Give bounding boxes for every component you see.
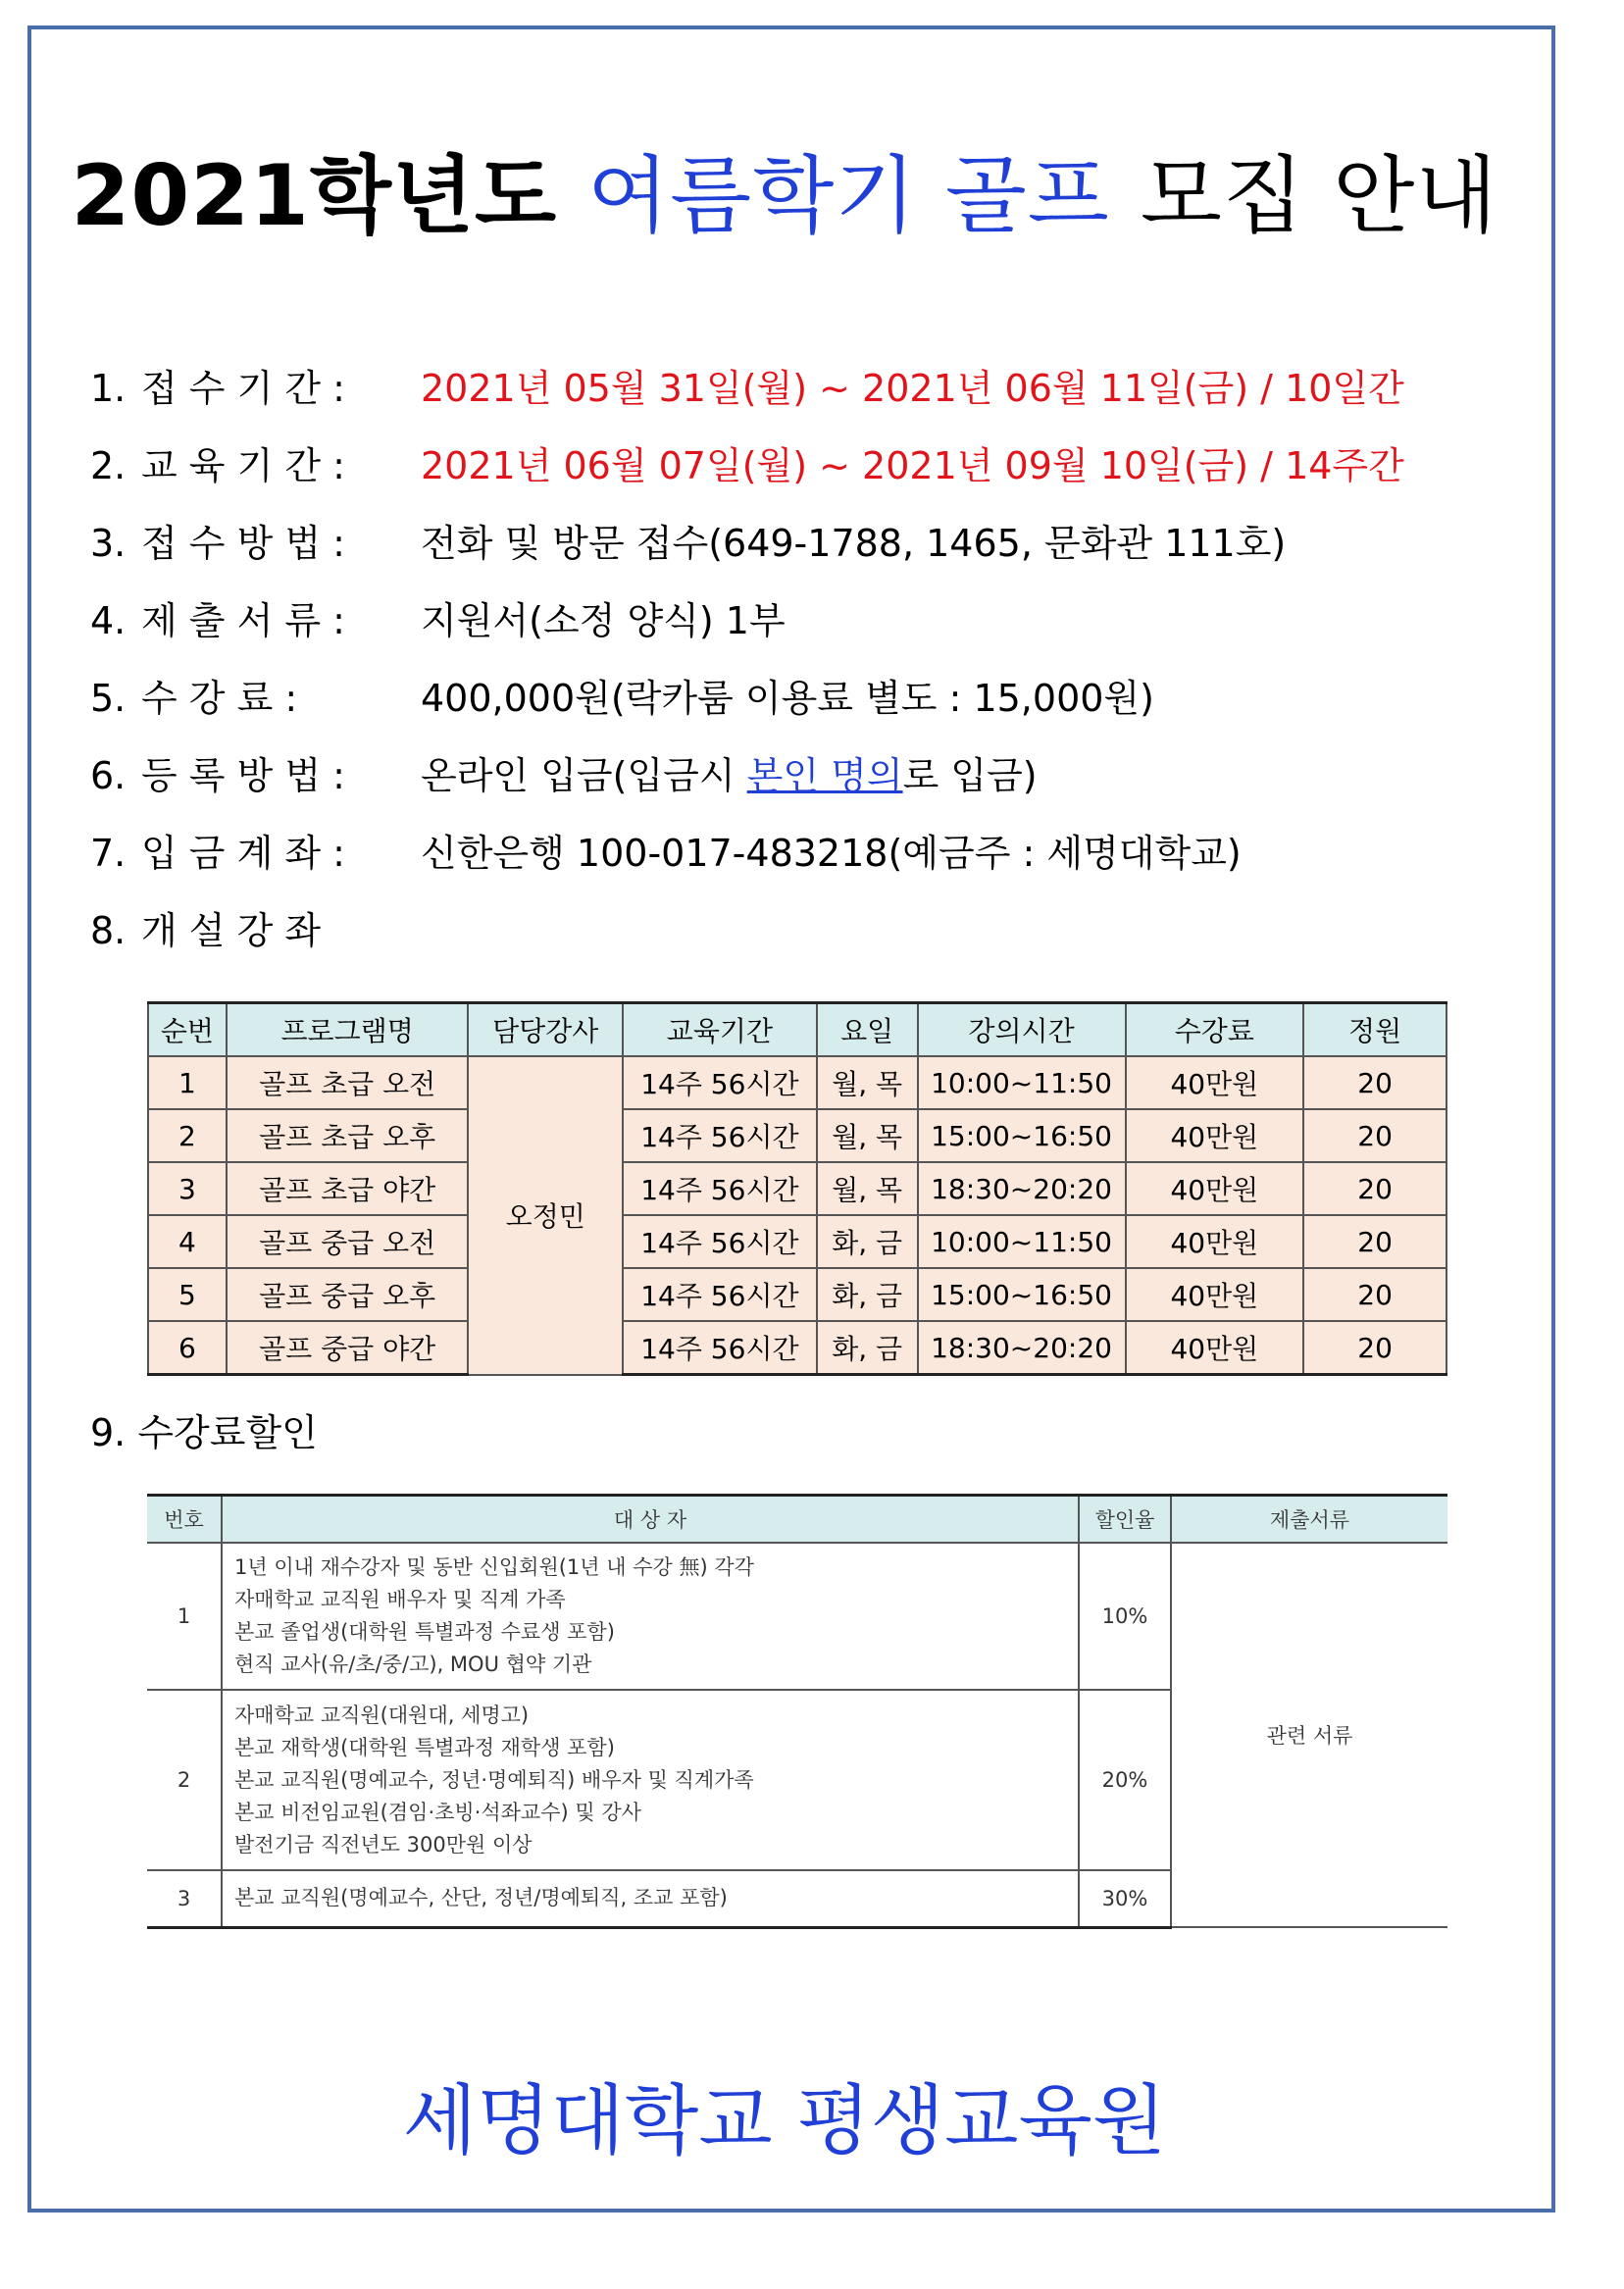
- table-row: [147, 1543, 1447, 1690]
- item-number: 1.: [90, 367, 127, 410]
- table-header-row: [147, 1496, 1447, 1544]
- item-label: 제 출 서 류 :: [141, 599, 345, 642]
- table-row: [148, 1109, 1446, 1162]
- cell-fee: 40만원: [1126, 1162, 1304, 1215]
- title-highlight: 여름학기 골프: [587, 147, 1110, 245]
- cell-no: 4: [148, 1215, 227, 1268]
- discount-table: [147, 1494, 1447, 1929]
- cell-capacity: 20: [1303, 1321, 1446, 1375]
- item-value-tail: 로 입금): [902, 754, 1038, 797]
- table-header-row: [148, 1003, 1446, 1057]
- cell-no: 2: [148, 1109, 227, 1162]
- cell-no: 1: [147, 1543, 222, 1690]
- item-label: 개 설 강 좌: [141, 909, 322, 952]
- column-header: 순번: [148, 1003, 227, 1057]
- cell-no: 3: [148, 1162, 227, 1215]
- cell-rate: 20%: [1079, 1690, 1171, 1870]
- cell-instructor: 오정민: [468, 1056, 623, 1375]
- column-header: 번호: [147, 1496, 222, 1544]
- target-line: 발전기금 직전년도 300만원 이상: [234, 1832, 533, 1857]
- cell-rate: 30%: [1079, 1870, 1171, 1927]
- title-rest: 모집 안내: [1140, 147, 1498, 245]
- item-value: 2021년 06월 07일(월) ~ 2021년 09월 10일(금) / 14주간: [421, 444, 1404, 487]
- cell-program: 골프 초급 오후: [227, 1109, 469, 1162]
- item-label: 접 수 방 법 :: [141, 522, 345, 565]
- table-row: [148, 1056, 1446, 1109]
- target-line: 자매학교 교직원(대원대, 세명고): [234, 1703, 530, 1727]
- cell-capacity: 20: [1303, 1268, 1446, 1321]
- cell-program: 골프 초급 야간: [227, 1162, 469, 1215]
- item-label: 접 수 기 간 :: [141, 367, 345, 410]
- column-header: 프로그램명: [227, 1003, 469, 1057]
- cell-days: 화, 금: [817, 1268, 918, 1321]
- institution-footer: 세명대학교 평생교육원: [402, 2077, 1167, 2165]
- target-line: 현직 교사(유/초/중/고), MOU 협약 기관: [234, 1653, 592, 1676]
- cell-days: 화, 금: [817, 1215, 918, 1268]
- info-row-account: [90, 828, 1512, 905]
- cell-documents: 관련 서류: [1171, 1543, 1447, 1927]
- cell-targets: [222, 1870, 1079, 1927]
- info-row-education-period: [90, 440, 1512, 518]
- own-name-emphasis: 본인 명의: [746, 754, 903, 797]
- discount-section-heading: 9. 수강료할인: [90, 1411, 318, 1454]
- cell-period: 14주 56시간: [623, 1056, 817, 1109]
- table-row: [148, 1215, 1446, 1268]
- item-label: 교 육 기 간 :: [141, 444, 345, 487]
- cell-targets: [222, 1543, 1079, 1690]
- cell-no: 1: [148, 1056, 227, 1109]
- item-value: 신한은행 100-017-483218(예금주 : 세명대학교): [421, 832, 1242, 875]
- cell-days: 화, 금: [817, 1321, 918, 1375]
- info-row-fee: [90, 673, 1512, 750]
- target-line: 본교 교직원(명예교수, 산단, 정년/명예퇴직, 조교 포함): [234, 1886, 728, 1910]
- column-header: 정원: [1303, 1003, 1446, 1057]
- cell-rate: 10%: [1079, 1543, 1171, 1690]
- item-value: 2021년 05월 31일(월) ~ 2021년 06월 11일(금) / 10일간: [421, 367, 1404, 410]
- cell-period: 14주 56시간: [623, 1321, 817, 1375]
- info-list: [90, 363, 1512, 983]
- column-header: 할인율: [1079, 1496, 1171, 1544]
- table-row: [148, 1321, 1446, 1375]
- item-value: 전화 및 방문 접수(649-1788, 1465, 문화관 111호): [421, 522, 1287, 565]
- item-number: 6.: [90, 754, 127, 797]
- cell-fee: 40만원: [1126, 1109, 1304, 1162]
- item-value: 400,000원(락카룸 이용료 별도 : 15,000원): [421, 677, 1154, 720]
- info-row-courses: [90, 905, 1512, 983]
- item-value: 지원서(소정 양식) 1부: [421, 599, 786, 642]
- cell-capacity: 20: [1303, 1215, 1446, 1268]
- cell-period: 14주 56시간: [623, 1162, 817, 1215]
- item-number: 4.: [90, 599, 127, 642]
- cell-time: 15:00~16:50: [918, 1109, 1126, 1162]
- cell-fee: 40만원: [1126, 1321, 1304, 1375]
- title-year: 2021학년도: [71, 147, 558, 245]
- table-row: [148, 1162, 1446, 1215]
- cell-time: 10:00~11:50: [918, 1056, 1126, 1109]
- cell-no: 3: [147, 1870, 222, 1927]
- column-header: 강의시간: [918, 1003, 1126, 1057]
- cell-period: 14주 56시간: [623, 1109, 817, 1162]
- cell-days: 월, 목: [817, 1109, 918, 1162]
- target-line: 자매학교 교직원 배우자 및 직계 가족: [234, 1588, 566, 1611]
- column-header: 제출서류: [1171, 1496, 1447, 1544]
- column-header: 담당강사: [468, 1003, 623, 1057]
- cell-no: 2: [147, 1690, 222, 1870]
- item-label: 등 록 방 법 :: [141, 754, 345, 797]
- column-header: 교육기간: [623, 1003, 817, 1057]
- target-line: 본교 교직원(명예교수, 정년·명예퇴직) 배우자 및 직계가족: [234, 1767, 754, 1792]
- info-row-period: [90, 363, 1512, 440]
- cell-program: 골프 중급 오후: [227, 1268, 469, 1321]
- cell-time: 18:30~20:20: [918, 1162, 1126, 1215]
- cell-time: 18:30~20:20: [918, 1321, 1126, 1375]
- item-number: 5.: [90, 677, 127, 720]
- item-value: 온라인 입금(입금시: [421, 754, 747, 797]
- table-row: [148, 1268, 1446, 1321]
- item-number: 8.: [90, 909, 127, 952]
- item-number: 7.: [90, 832, 127, 875]
- cell-capacity: 20: [1303, 1162, 1446, 1215]
- target-line: 본교 비전임교원(겸임·초빙·석좌교수) 및 강사: [234, 1800, 641, 1824]
- target-line: 본교 졸업생(대학원 특별과정 수료생 포함): [234, 1620, 615, 1644]
- cell-days: 월, 목: [817, 1056, 918, 1109]
- cell-program: 골프 초급 오전: [227, 1056, 469, 1109]
- item-label: 수 강 료 :: [141, 677, 298, 720]
- cell-period: 14주 56시간: [623, 1215, 817, 1268]
- info-row-registration: [90, 750, 1512, 828]
- cell-program: 골프 중급 오전: [227, 1215, 469, 1268]
- cell-fee: 40만원: [1126, 1268, 1304, 1321]
- column-header: 대 상 자: [222, 1496, 1079, 1544]
- item-label: 입 금 계 좌 :: [141, 832, 345, 875]
- info-row-method: [90, 518, 1512, 595]
- cell-targets: [222, 1690, 1079, 1870]
- cell-time: 10:00~11:50: [918, 1215, 1126, 1268]
- cell-capacity: 20: [1303, 1109, 1446, 1162]
- cell-no: 5: [148, 1268, 227, 1321]
- course-table: [147, 1001, 1447, 1376]
- info-row-documents: [90, 595, 1512, 673]
- cell-no: 6: [148, 1321, 227, 1375]
- cell-period: 14주 56시간: [623, 1268, 817, 1321]
- column-header: 수강료: [1126, 1003, 1304, 1057]
- column-header: 요일: [817, 1003, 918, 1057]
- target-line: 본교 재학생(대학원 특별과정 재학생 포함): [234, 1735, 615, 1759]
- page-title: [0, 127, 1569, 249]
- target-line: 1년 이내 재수강자 및 동반 신입회원(1년 내 수강 無) 각각: [234, 1555, 754, 1579]
- cell-time: 15:00~16:50: [918, 1268, 1126, 1321]
- item-number: 2.: [90, 444, 127, 487]
- cell-fee: 40만원: [1126, 1215, 1304, 1268]
- item-number: 3.: [90, 522, 127, 565]
- cell-program: 골프 중급 야간: [227, 1321, 469, 1375]
- cell-fee: 40만원: [1126, 1056, 1304, 1109]
- cell-capacity: 20: [1303, 1056, 1446, 1109]
- cell-days: 월, 목: [817, 1162, 918, 1215]
